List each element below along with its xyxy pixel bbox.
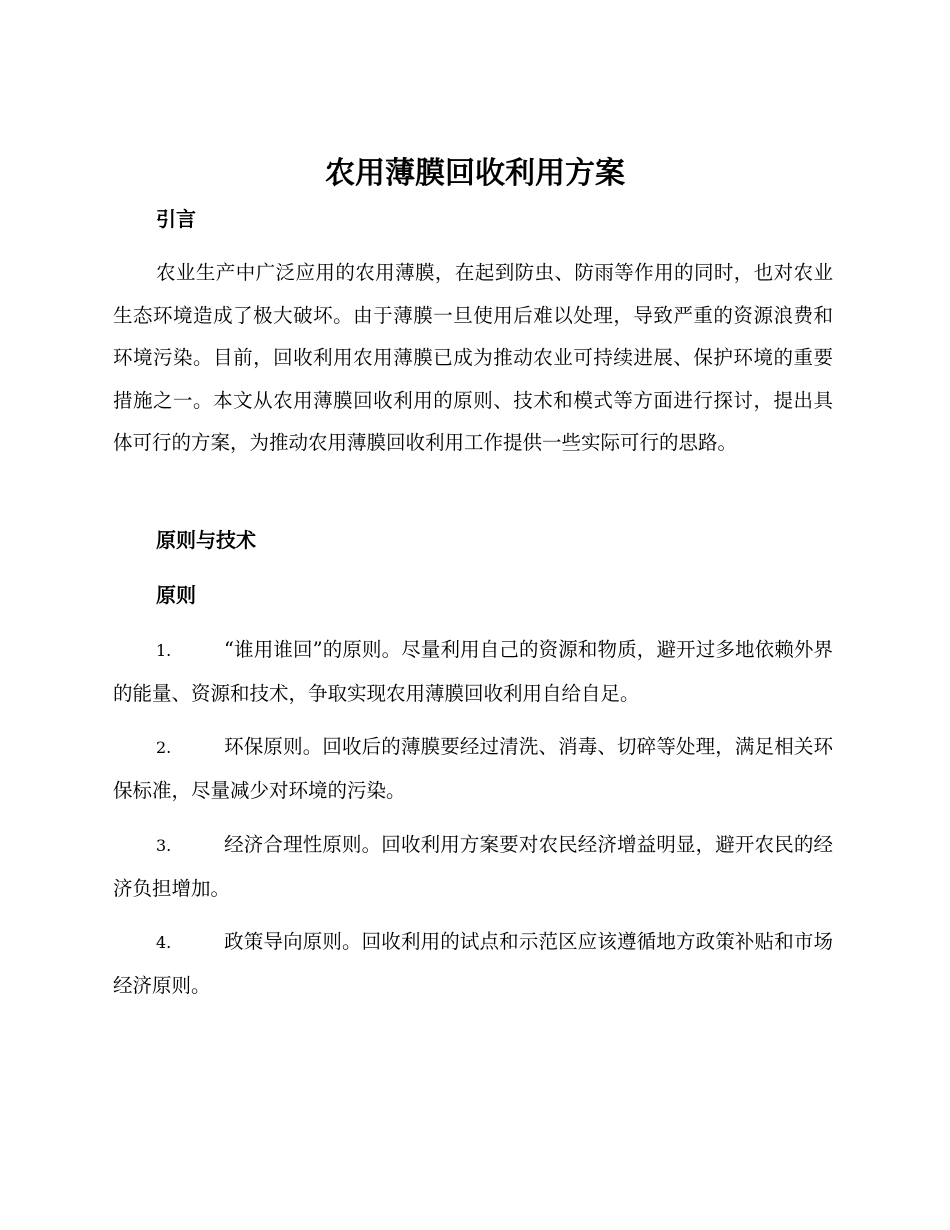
principle-item xyxy=(113,824,833,910)
list-number: 3. xyxy=(156,836,172,855)
principle-text: 政策导向原则。回收利用的试点和示范区应该遵循地方政策补贴和市场经济原则。 xyxy=(113,930,833,997)
list-number: 4. xyxy=(156,933,172,952)
intro-heading: 引言 xyxy=(156,207,196,231)
subsection-heading: 原则 xyxy=(156,583,196,607)
document-title: 农用薄膜回收利用方案 xyxy=(325,156,625,191)
principle-item xyxy=(113,921,833,1007)
principle-item xyxy=(113,726,833,812)
principle-text: 经济合理性原则。回收利用方案要对农民经济增益明显，避开农民的经济负担增加。 xyxy=(113,833,833,900)
list-number: 1. xyxy=(156,641,172,660)
principle-text: “谁用谁回”的原则。尽量利用自己的资源和物质，避开过多地依赖外界的能量、资源和技术，争取实现农用薄膜回收利用自给自足。 xyxy=(113,638,833,705)
section-heading: 原则与技术 xyxy=(156,528,256,552)
principle-text: 环保原则。回收后的薄膜要经过清洗、消毒、切碎等处理，满足相关环保标准，尽量减少对环境的污染。 xyxy=(113,735,833,802)
intro-paragraph: 农业生产中广泛应用的农用薄膜，在起到防虫、防雨等作用的同时，也对农业生态环境造成了极大破坏。由于薄膜一旦使用后难以处理，导致严重的资源浪费和环境污染。目前，回收利用农用薄膜已成为推动农业可持续进展、保护环境的重要措施之一。本文从农用薄膜回收利用的原则、技术和模式等方面进行探讨，提出具体可行的方案，为推动农用薄膜回收利用工作提供一些实际可行的思路。 xyxy=(113,261,833,454)
principle-item xyxy=(113,629,833,715)
list-number: 2. xyxy=(156,738,172,757)
